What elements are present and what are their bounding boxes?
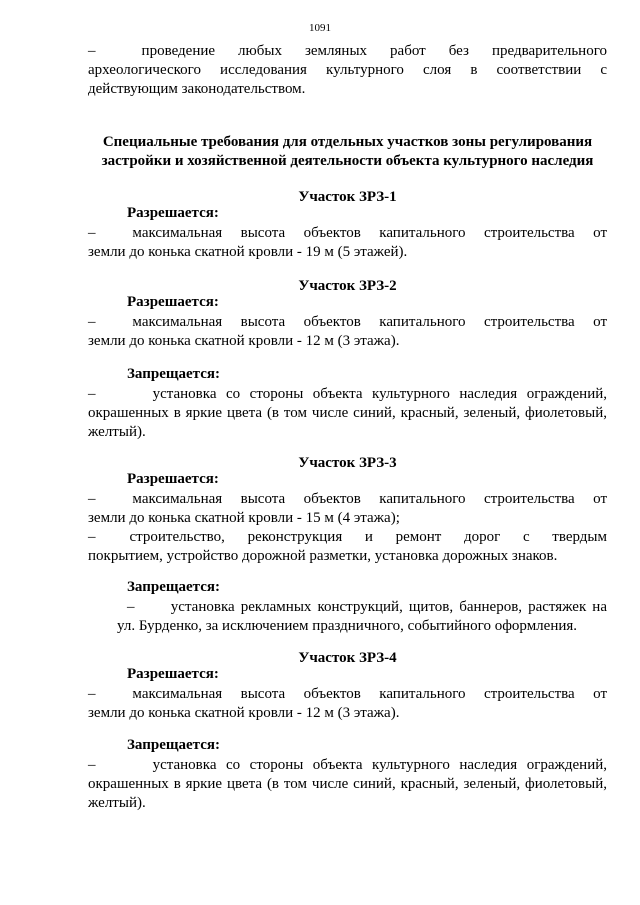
zone-title-zrz2: Участок ЗРЗ-2 xyxy=(298,278,397,294)
forbidden-label-zrz3: Запрещается: xyxy=(127,579,221,595)
zrz2-allowed-line-1: – максимальная высота объектов капитального строительства от xyxy=(88,314,607,330)
forbidden-label-zrz4: Запрещается: xyxy=(127,737,221,753)
zrz4-forbidden-line-1: – установка со стороны объекта культурного наследия ограждений, xyxy=(88,757,607,773)
zrz4-allowed-line-2: земли до конька скатной кровли - 12 м (3 этажа). xyxy=(88,705,400,721)
intro-line-3: действующим законодательством. xyxy=(88,81,306,97)
zrz1-allowed-line-2: земли до конька скатной кровли - 19 м (5 этажей). xyxy=(88,244,408,260)
page-number: 1091 xyxy=(309,22,331,34)
zrz2-forbidden-line-1: – установка со стороны объекта культурного наследия ограждений, xyxy=(88,386,607,402)
zrz3-allowed-1-line-1: – максимальная высота объектов капитального строительства от xyxy=(88,491,607,507)
zrz3-allowed-1-line-2: земли до конька скатной кровли - 15 м (4 этажа); xyxy=(88,510,400,526)
forbidden-label-zrz2: Запрещается: xyxy=(127,366,221,382)
zrz3-forbidden-line-1: – установка рекламных конструкций, щитов, баннеров, растяжек на xyxy=(127,599,607,615)
allowed-label-zrz4: Разрешается: xyxy=(127,666,219,682)
zone-title-zrz1: Участок ЗРЗ-1 xyxy=(298,189,397,205)
allowed-label-zrz1: Разрешается: xyxy=(127,205,219,221)
zrz3-allowed-2-line-1: – строительство, реконструкция и ремонт дорог с твердым xyxy=(88,529,607,545)
intro-line-1: – проведение любых земляных работ без предварительного xyxy=(88,43,607,59)
allowed-label-zrz3: Разрешается: xyxy=(127,471,219,487)
zrz2-forbidden-line-3: желтый). xyxy=(88,424,146,440)
zrz4-allowed-line-1: – максимальная высота объектов капитального строительства от xyxy=(88,686,607,702)
zrz2-allowed-line-2: земли до конька скатной кровли - 12 м (3 этажа). xyxy=(88,333,400,349)
allowed-label-zrz2: Разрешается: xyxy=(127,294,219,310)
zrz3-allowed-2-line-2: покрытием, устройство дорожной разметки, установка дорожных знаков. xyxy=(88,548,558,564)
zone-title-zrz3: Участок ЗРЗ-3 xyxy=(298,455,397,471)
section-heading-line-2: застройки и хозяйственной деятельности объекта культурного наследия xyxy=(101,153,594,169)
zone-title-zrz4: Участок ЗРЗ-4 xyxy=(298,650,397,666)
zrz3-forbidden-line-2: ул. Бурденко, за исключением праздничного, событийного оформления. xyxy=(117,618,578,634)
zrz1-allowed-line-1: – максимальная высота объектов капитального строительства от xyxy=(88,225,607,241)
zrz2-forbidden-line-2: окрашенных в яркие цвета (в том числе синий, красный, зеленый, фиолетовый, xyxy=(88,405,607,421)
zrz4-forbidden-line-2: окрашенных в яркие цвета (в том числе синий, красный, зеленый, фиолетовый, xyxy=(88,776,607,792)
intro-line-2: археологического исследования культурного слоя в соответствии с xyxy=(88,62,607,78)
zrz4-forbidden-line-3: желтый). xyxy=(88,795,146,811)
section-heading-line-1: Специальные требования для отдельных участков зоны регулирования xyxy=(102,134,593,150)
